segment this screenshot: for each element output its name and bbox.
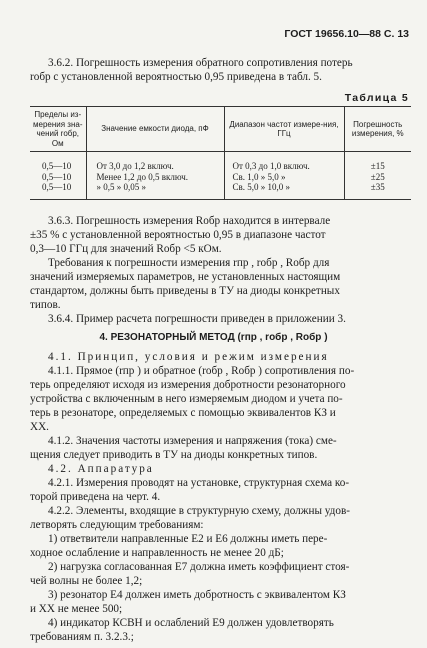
section-line: щения следует приводить в ТУ на диоды конкретных типов.: [30, 449, 318, 461]
table-header-accuracy: Погрешность измерения, %: [344, 107, 411, 152]
section-line: чей волны не более 1,2;: [30, 575, 143, 587]
section-line: 4) индикатор КСВН и ослаблений E9 должен удовлетворять: [48, 617, 334, 629]
table-5: [30, 106, 411, 200]
section-4-title: 4. РЕЗОНАТОРНЫЙ МЕТОД (rпр , rобр , Rобр ): [99, 332, 328, 343]
section-line: торой приведена на черт. 4.: [30, 491, 161, 503]
section-line: ходное ослабление и направленность не менее 20 дБ;: [30, 547, 284, 559]
body-line: стандартом, должны быть приведены в ТУ на диоды конкретных: [30, 285, 340, 297]
section-line: терь в резонаторе, определяемых с помощью эквивалентов КЗ и: [30, 407, 336, 419]
section-line: 2) нагрузка согласованная E7 должна иметь коэффициент стоя-: [48, 561, 350, 573]
table-header-range: Пределы из-мерения зна-чений rобр, Ом: [30, 107, 86, 152]
page-header: ГОСТ 19656.10—88 С. 13: [284, 28, 409, 40]
paragraph-3-6-2-line2: rобр с установленной вероятностью 0,95 приведена в табл. 5.: [30, 71, 322, 83]
table-header-frequency: Диапазон частот измере-ния, ГГц: [224, 107, 344, 152]
body-line: Требования к погрешности измерения rпр , rобр , Rобр для: [48, 257, 330, 269]
table-header-capacitance: Значение емкости диода, пФ: [86, 107, 224, 152]
section-line: 4.2.1. Измерения проводят на установке, структурная схема ко-: [48, 477, 350, 489]
table-caption: Таблица 5: [344, 92, 409, 104]
section-line: устройства с включенным в него измеряемым диодом и учета по-: [30, 393, 343, 405]
section-line: и XX не менее 500;: [30, 603, 123, 615]
section-line: 1) ответвители направленные E2 и E6 должны иметь пере-: [48, 533, 328, 545]
body-line: значений измеряемых параметров, не установленных настоящим: [30, 271, 341, 283]
section-line: 4.2.2. Элементы, входящие в структурную схему, должны удов-: [48, 505, 350, 517]
section-line: 4.1.1. Прямое (rпр ) и обратное (rобр , Rобр ) сопротивления по-: [48, 365, 355, 377]
table-cell-frequency: От 0,3 до 1,0 включ. Св. 1,0 » 5,0 » Св. 5,0 » 10,0 »: [224, 152, 344, 200]
section-line: терь определяют исходя из измерения добротности резонаторного: [30, 379, 346, 391]
table-cell-range: 0,5—10 0,5—10 0,5—10: [30, 152, 86, 200]
body-line: ±35 % с установленной вероятностью 0,95 в диапазоне частот: [30, 229, 326, 241]
section-line: 4.1. Принцип, условия и режим измерения: [48, 351, 329, 363]
section-line: 3) резонатор E4 должен иметь добротность с эквивалентом КЗ: [48, 589, 346, 601]
section-line: 4.2. Аппаратура: [48, 463, 154, 475]
table-cell-capacitance: От 3,0 до 1,2 включ. Менее 1,2 до 0,5 включ. » 0,5 » 0,05 »: [86, 152, 224, 200]
section-line: требованиям п. 3.2.3.;: [30, 631, 134, 643]
section-line: 4.1.2. Значения частоты измерения и напряжения (тока) сме-: [48, 435, 337, 447]
section-line: XX.: [30, 421, 49, 433]
body-line: 3.6.4. Пример расчета погрешности приведен в приложении 3.: [48, 313, 346, 325]
section-line: летворять следующим требованиям:: [30, 519, 204, 531]
table-cell-accuracy: ±15 ±25 ±35: [344, 152, 411, 200]
body-line: 3.6.3. Погрешность измерения Rобр находится в интервале: [48, 215, 331, 227]
paragraph-3-6-2-line1: 3.6.2. Погрешность измерения обратного сопротивления потерь: [48, 57, 353, 69]
body-line: типов.: [30, 299, 61, 311]
body-line: 0,3—10 ГГц для значений Rобр <5 кОм.: [30, 243, 222, 255]
